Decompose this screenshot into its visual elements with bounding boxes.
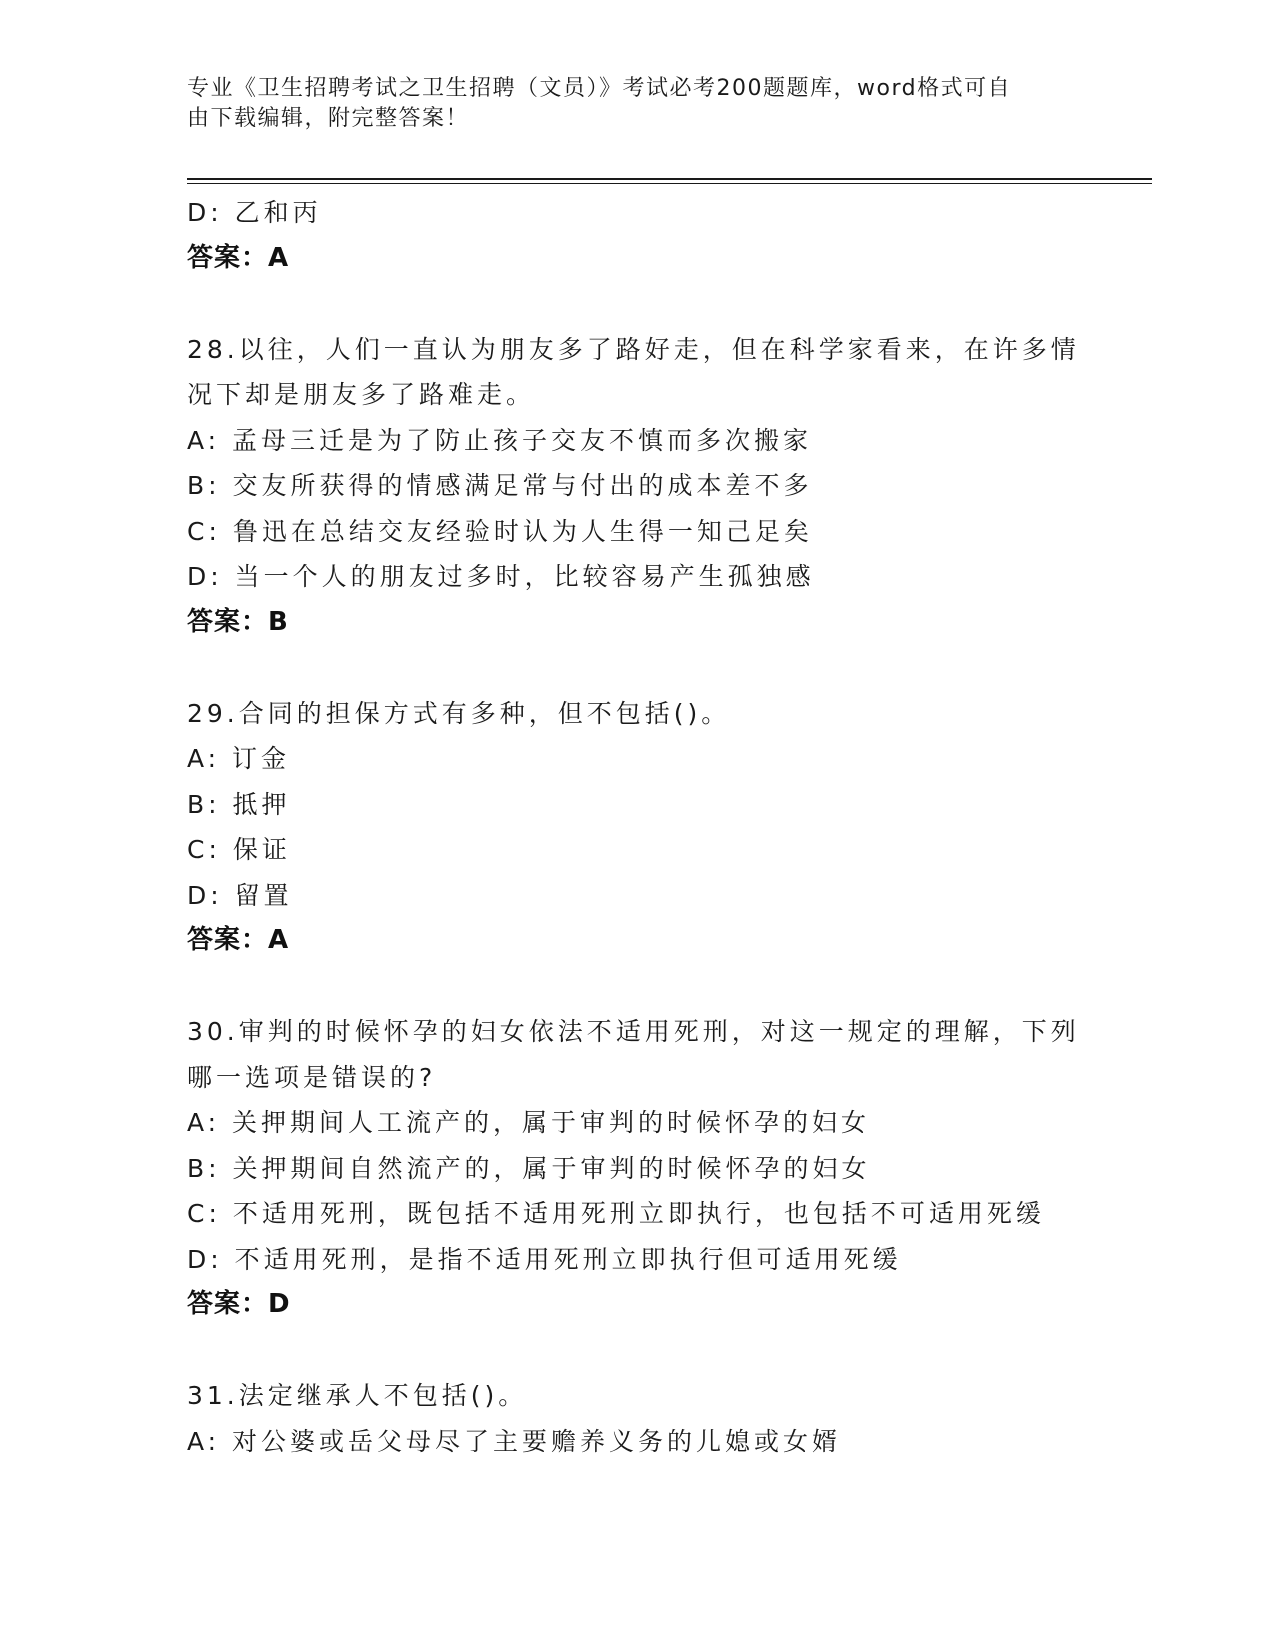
option-a: A: 孟母三迁是为了防止孩子交友不慎而多次搬家 — [187, 425, 813, 455]
question-stem: 31.法定继承人不包括()。 — [187, 1381, 528, 1410]
option-b: B: 关押期间自然流产的，属于审判的时候怀孕的妇女 — [187, 1153, 871, 1183]
question-30 — [187, 1009, 1107, 1328]
option-c: C: 鲁迅在总结交友经验时认为人生得一知己足矣 — [187, 516, 813, 546]
question-29 — [187, 691, 1107, 964]
answer-line: 答案：D — [187, 1289, 291, 1319]
header-title-line-2: 由下载编辑，附完整答案！ — [187, 106, 470, 131]
document-header — [187, 74, 1067, 134]
header-divider-thick — [187, 178, 1152, 180]
header-divider-thin — [187, 183, 1152, 184]
spacer — [187, 645, 1107, 691]
question-stem: 30.审判的时候怀孕的妇女依法不适用死刑，对这一规定的理解，下列 — [187, 1017, 1080, 1046]
question-27-tail — [187, 190, 1107, 281]
answer-line: 答案：A — [187, 242, 290, 273]
answer-line: 答案：B — [187, 606, 289, 637]
option-b: B: 交友所获得的情感满足常与付出的成本差不多 — [187, 471, 813, 500]
option-a: A: 关押期间人工流产的，属于审判的时候怀孕的妇女 — [187, 1108, 871, 1137]
question-stem: 29.合同的担保方式有多种，但不包括()。 — [187, 698, 731, 728]
question-stem: 28.以往，人们一直认为朋友多了路好走，但在科学家看来，在许多情 — [187, 334, 1080, 364]
option-b: B: 抵押 — [187, 789, 291, 819]
question-stem-continued: 哪一选项是错误的? — [187, 1062, 437, 1092]
option-c: C: 不适用死刑，既包括不适用死刑立即执行，也包括不可适用死缓 — [187, 1199, 1045, 1228]
option-d: D: 不适用死刑，是指不适用死刑立即执行但可适用死缓 — [187, 1244, 902, 1274]
header-title-line-1: 专业《卫生招聘考试之卫生招聘（文员）》考试必考200题题库，word格式可自 — [187, 76, 1012, 101]
option-c: C: 保证 — [187, 835, 291, 864]
option-d: D: 留置 — [187, 880, 293, 910]
spacer — [187, 1328, 1107, 1374]
question-28 — [187, 327, 1107, 646]
question-stem-continued: 况下却是朋友多了路难走。 — [187, 380, 536, 409]
option-a: A: 订金 — [187, 744, 291, 773]
spacer — [187, 964, 1107, 1010]
question-list — [187, 190, 1107, 1464]
question-31 — [187, 1373, 1107, 1464]
option-a: A: 对公婆或岳父母尽了主要赡养义务的儿媳或女婿 — [187, 1426, 842, 1456]
answer-line: 答案：A — [187, 925, 290, 955]
option-d: D: 当一个人的朋友过多时，比较容易产生孤独感 — [187, 562, 815, 591]
option-d: D: 乙和丙 — [187, 198, 322, 227]
spacer — [187, 281, 1107, 327]
